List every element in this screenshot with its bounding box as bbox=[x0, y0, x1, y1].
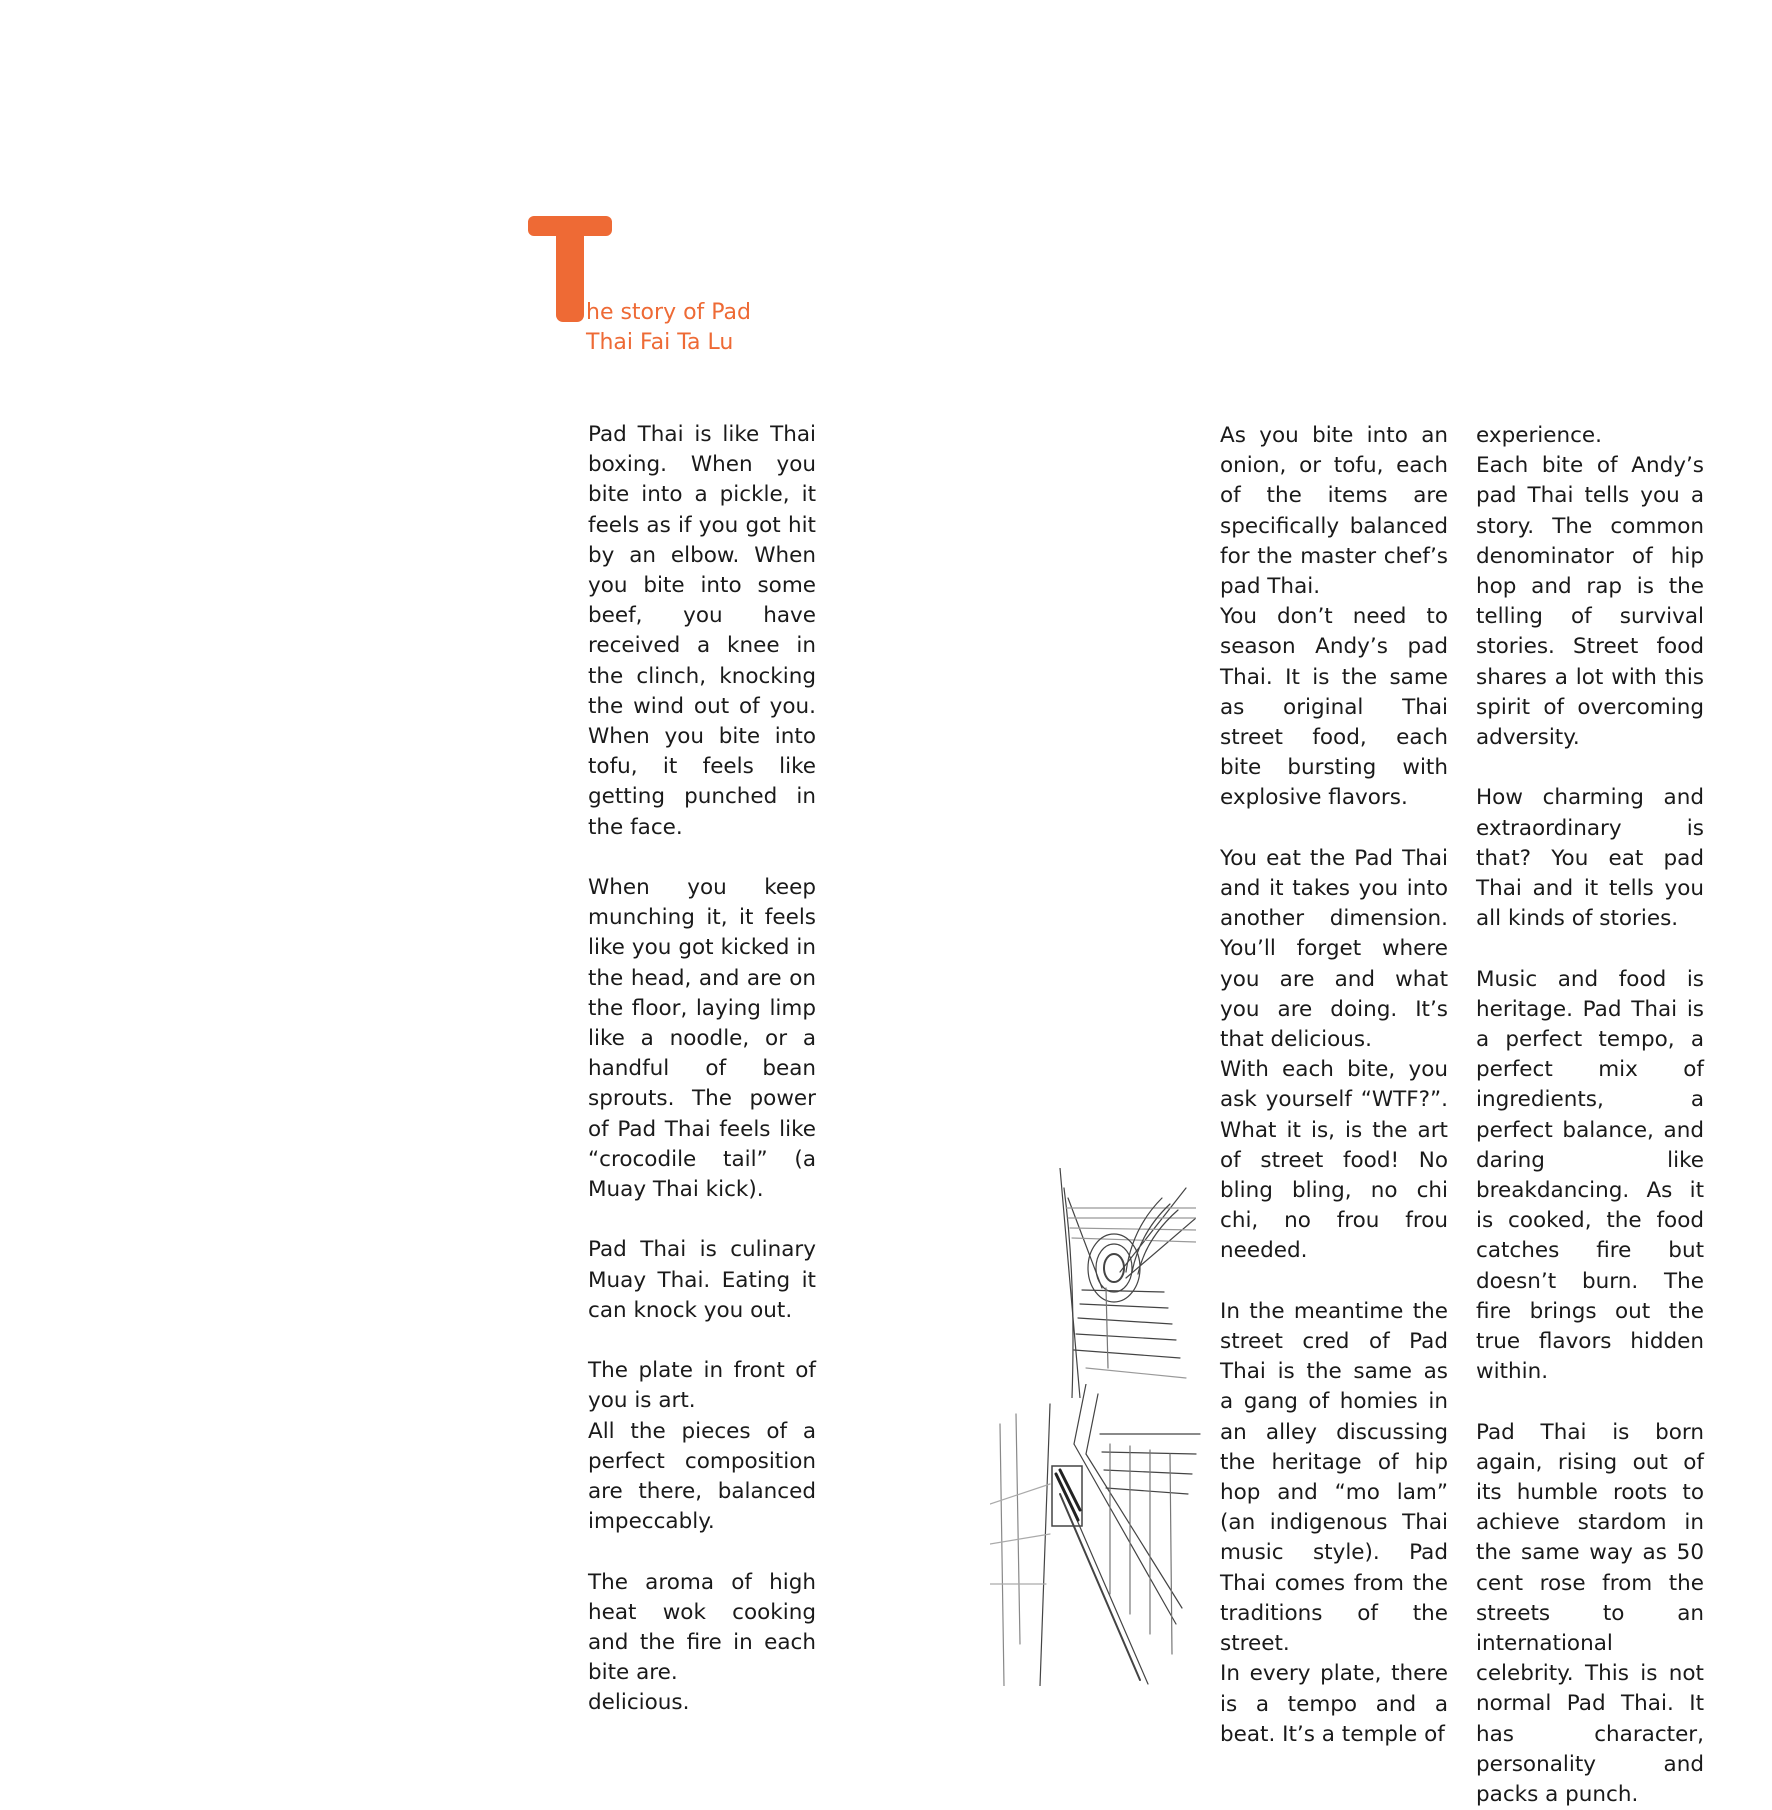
title-line-2: Thai Fai Ta Lu bbox=[586, 330, 734, 355]
paragraph: You don’t need to season Andy’s pad Thai. It is the same as original Thai street food, each bite bursting with explosive flavors. bbox=[1220, 604, 1448, 811]
street-sketch-illustration bbox=[990, 1384, 1202, 1686]
paragraph: All the pieces of a perfect composition are there, balanced impeccably. bbox=[588, 1418, 816, 1535]
paragraph: When you keep munching it, it feels like you got kicked in the head, and are on the floor, laying limp like a noodle, or a handful of bean sprouts. The power of Pad Thai feels like “crocodile tail” (a Muay Thai kick). bbox=[588, 875, 816, 1203]
alley-sketch-illustration bbox=[1046, 1168, 1196, 1398]
paragraph: How charming and extraordinary is that? You eat pad Thai and it tells you all kinds of stories. bbox=[1476, 785, 1704, 932]
text-column-2 bbox=[1220, 421, 1448, 1750]
paragraph: As you bite into an onion, or tofu, each of the items are specifically balanced for the master chef’s pad Thai. bbox=[1220, 423, 1448, 600]
paragraph: You eat the Pad Thai and it takes you into another dimension. You’ll forget where you are and what you are doing. It’s that delicious. bbox=[1220, 845, 1448, 1053]
text-column-3 bbox=[1476, 421, 1704, 1810]
paragraph: Each bite of Andy’s pad Thai tells you a story. The common denominator of hip hop and rap is the telling of survival stories. Street food shares a lot with this spirit of overcoming adversity. bbox=[1476, 453, 1704, 751]
paragraph: Pad Thai is born again, rising out of its humble roots to achieve stardom in the same way as 50 cent rose from the streets to an international celebrity. This is not normal Pad Thai. It has character, personality and packs a punch. bbox=[1476, 1419, 1704, 1808]
text-column-1 bbox=[588, 420, 816, 1719]
paragraph: The plate in front of you is art. bbox=[588, 1358, 816, 1414]
paragraph: delicious. bbox=[588, 1690, 690, 1716]
paragraph: With each bite, you ask yourself “WTF?”. What it is, is the art of street food! No bling bling, no chi chi, no frou frou needed. bbox=[1220, 1057, 1448, 1264]
paragraph: Music and food is heritage. Pad Thai is a perfect tempo, a perfect mix of ingredients, a perfect balance, and daring like breakdancing. As it is cooked, the food catches fire but doesn’t burn. The fire brings out the true flavors hidden within. bbox=[1476, 966, 1704, 1385]
paragraph: The aroma of high heat wok cooking and the fire in each bite are. bbox=[588, 1569, 816, 1686]
title-line-1: he story of Pad bbox=[586, 300, 751, 325]
paragraph: experience. bbox=[1476, 423, 1602, 448]
paragraph: Pad Thai is culinary Muay Thai. Eating it can knock you out. bbox=[588, 1237, 816, 1323]
paragraph: Pad Thai is like Thai boxing. When you bite into a pickle, it feels as if you got hit by an elbow. When you bite into some beef, you have received a knee in the clinch, knocking the wind out of you. When you bite into tofu, it feels like getting punched in the face. bbox=[588, 422, 816, 840]
paragraph: In every plate, there is a tempo and a beat. It’s a temple of bbox=[1220, 1661, 1448, 1747]
paragraph: In the meantime the street cred of Pad Thai is the same as a gang of homies in an alley discussing the heritage of hip hop and “mo lam” (an indigenous Thai music style). Pad Thai comes from the traditions of the street. bbox=[1220, 1298, 1448, 1657]
article-title bbox=[586, 298, 806, 358]
